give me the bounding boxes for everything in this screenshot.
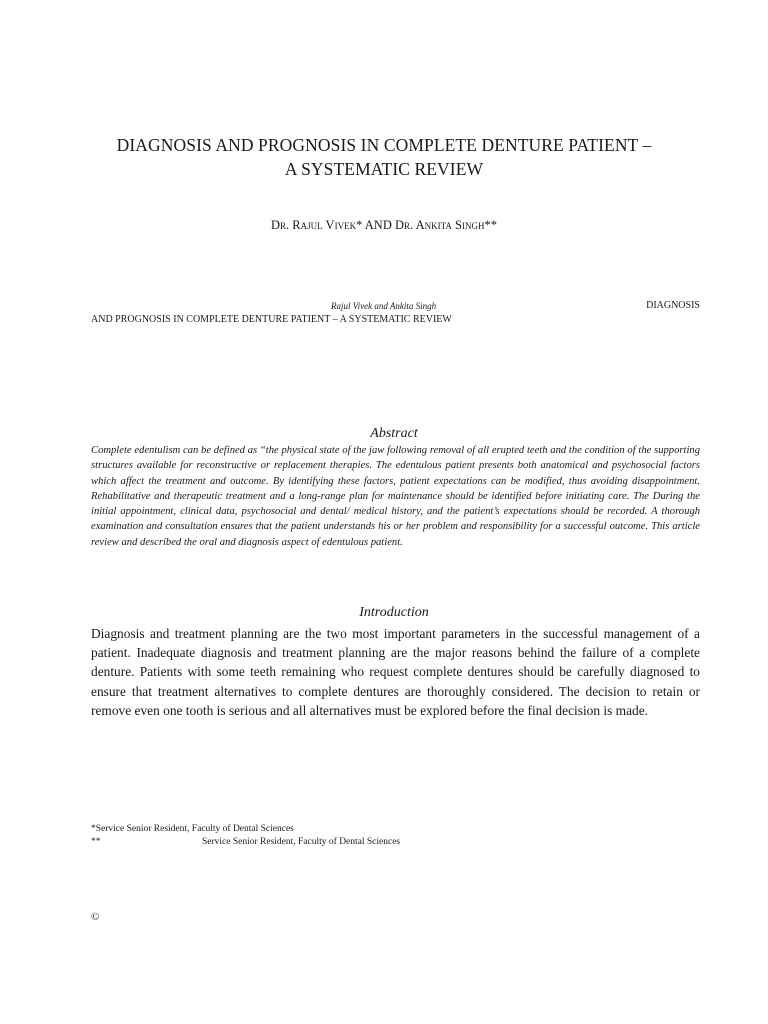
introduction-body: Diagnosis and treatment planning are the two most important parameters in the successful management of a patient. Inadequate diagnosis and treatment planning are the major reasons behind the failure of a complete denture. Patients with some teeth remaining who request complete dentures should be carefully diagnosed to ensure that treatment alternatives to complete dentures are thoroughly considered. The decision to retain or remove even one tooth is serious and all alternatives must be explored before the final decision is made. <box>91 626 700 718</box>
footnote-2-text: Service Senior Resident, Faculty of Dental Sciences <box>202 837 401 847</box>
abstract-body: Complete edentulism can be defined as “the physical state of the jaw following removal of all erupted teeth and the condition of the supporting structures available for reconstructive or replacement therapies. The edentulous patient presents both anatomical and psychosocial factors which affect the treatment and outcome. By identifying these factors, patient expectations can be modified, thus avoiding disappointment. Rehabilitative and therapeutic treatment and a long-range plan for maintenance should be identified before initiating care. The During the initial appointment, clinical data, psychosocial and dental/ medical history, and the patient’s expectations should be recorded. A thorough examination and consultation ensures that the patient understands his or her problem and responsibility for a successful outcome. This article review and described the oral and diagnosis aspect of edentulous patient. <box>91 445 700 548</box>
author-2: Dr. Ankita Singh** <box>394 218 497 232</box>
copyright-symbol: © <box>91 911 100 923</box>
footnotes <box>91 823 700 849</box>
introduction-heading: Introduction <box>359 605 429 620</box>
author-joiner: AND <box>362 218 395 232</box>
paper-title-line-1: DIAGNOSIS AND PROGNOSIS IN COMPLETE DENTURE PATIENT – <box>116 135 652 155</box>
running-head-title-part-2: AND PROGNOSIS IN COMPLETE DENTURE PATIENT – A SYSTEMATIC REVIEW <box>91 314 452 325</box>
author-1: Dr. Rajul Vivek* <box>271 218 363 232</box>
paper-title-line-2: A SYSTEMATIC REVIEW <box>284 159 484 179</box>
abstract-heading: Abstract <box>370 426 418 441</box>
running-head-title-part-1: DIAGNOSIS <box>646 300 700 311</box>
paper-title <box>60 133 708 181</box>
footnote-2-mark: ** <box>91 837 101 847</box>
footnote-2 <box>91 836 700 849</box>
running-head <box>91 299 700 327</box>
footnote-1: *Service Senior Resident, Faculty of Dental Sciences <box>91 824 294 834</box>
running-head-authors: Rajul Vivek and Ankita Singh <box>331 301 437 311</box>
author-line <box>60 216 708 234</box>
